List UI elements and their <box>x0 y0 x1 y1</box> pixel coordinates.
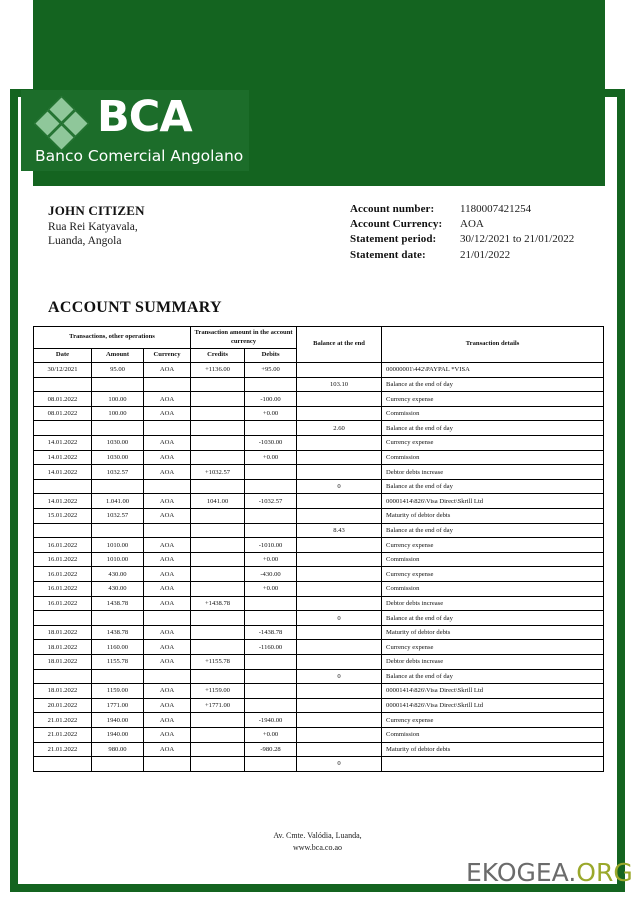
cell-debits: +0.00 <box>245 582 297 597</box>
cell-amount: 1.041.00 <box>92 494 144 509</box>
cell-currency: AOA <box>144 640 191 655</box>
cell-currency <box>144 669 191 684</box>
customer-info <box>48 203 145 249</box>
cell-balance <box>297 494 382 509</box>
table-row <box>34 363 604 378</box>
cell-details: 00000001\442\PAYPAL *VISA <box>382 363 604 378</box>
cell-amount: 430.00 <box>92 567 144 582</box>
cell-credits <box>191 625 245 640</box>
cell-amount: 100.00 <box>92 392 144 407</box>
cell-details <box>382 757 604 772</box>
logo-tagline: Banco Comercial Angolano <box>35 147 244 165</box>
cell-currency: AOA <box>144 742 191 757</box>
table-row <box>34 698 604 713</box>
cell-debits: +0.00 <box>245 406 297 421</box>
table-row <box>34 406 604 421</box>
table-row <box>34 640 604 655</box>
table-row <box>34 713 604 728</box>
cell-balance <box>297 727 382 742</box>
cell-debits: +0.00 <box>245 450 297 465</box>
cell-date: 18.01.2022 <box>34 684 92 699</box>
cell-credits <box>191 436 245 451</box>
cell-debits <box>245 654 297 669</box>
cell-details: Commission <box>382 552 604 567</box>
cell-date <box>34 523 92 538</box>
table-row <box>34 596 604 611</box>
statement-period-row <box>350 232 574 247</box>
table-row <box>34 654 604 669</box>
cell-credits: +1771.00 <box>191 698 245 713</box>
header-balance-at-end: Balance at the end <box>297 327 382 363</box>
cell-details: Balance at the end of day <box>382 421 604 436</box>
cell-balance <box>297 582 382 597</box>
account-number-value: 1180007421254 <box>460 203 532 215</box>
cell-debits: +0.00 <box>245 727 297 742</box>
cell-details: Currency expense <box>382 640 604 655</box>
cell-date: 21.01.2022 <box>34 742 92 757</box>
bca-diamond-logo-icon <box>33 99 91 147</box>
cell-credits <box>191 713 245 728</box>
cell-amount: 1032.57 <box>92 465 144 480</box>
cell-details: 00001414\826\Visa Direct\Skrill Ltd <box>382 494 604 509</box>
cell-balance: 2.60 <box>297 421 382 436</box>
cell-date: 16.01.2022 <box>34 552 92 567</box>
cell-credits <box>191 640 245 655</box>
cell-details: Balance at the end of day <box>382 523 604 538</box>
cell-currency: AOA <box>144 363 191 378</box>
cell-date: 14.01.2022 <box>34 450 92 465</box>
header-transactions-group: Transactions, other operations <box>34 327 191 349</box>
cell-balance: 0 <box>297 479 382 494</box>
cell-currency: AOA <box>144 436 191 451</box>
cell-balance <box>297 538 382 553</box>
cell-balance <box>297 450 382 465</box>
cell-date: 15.01.2022 <box>34 509 92 524</box>
table-row <box>34 421 604 436</box>
cell-credits <box>191 567 245 582</box>
cell-date <box>34 757 92 772</box>
cell-debits <box>245 684 297 699</box>
cell-currency: AOA <box>144 654 191 669</box>
cell-details: Currency expense <box>382 713 604 728</box>
cell-date <box>34 377 92 392</box>
cell-date: 20.01.2022 <box>34 698 92 713</box>
footer <box>0 830 635 853</box>
table-row <box>34 538 604 553</box>
cell-amount: 1160.00 <box>92 640 144 655</box>
page-title: ACCOUNT SUMMARY <box>48 299 222 316</box>
watermark-name: EKOGEA. <box>466 858 577 887</box>
cell-date: 14.01.2022 <box>34 436 92 451</box>
cell-balance: 8.43 <box>297 523 382 538</box>
cell-details: Commission <box>382 406 604 421</box>
cell-balance <box>297 392 382 407</box>
cell-details: Balance at the end of day <box>382 669 604 684</box>
cell-currency: AOA <box>144 567 191 582</box>
cell-debits <box>245 523 297 538</box>
cell-date: 18.01.2022 <box>34 640 92 655</box>
cell-amount <box>92 757 144 772</box>
cell-balance <box>297 363 382 378</box>
cell-details: Commission <box>382 450 604 465</box>
table-row <box>34 625 604 640</box>
cell-date: 14.01.2022 <box>34 494 92 509</box>
cell-debits: -1160.00 <box>245 640 297 655</box>
cell-balance <box>297 625 382 640</box>
cell-credits: +1032.57 <box>191 465 245 480</box>
cell-debits <box>245 669 297 684</box>
cell-details: Currency expense <box>382 538 604 553</box>
cell-credits: 1041.00 <box>191 494 245 509</box>
table-row <box>34 479 604 494</box>
cell-details: 00001414\826\Visa Direct\Skrill Ltd <box>382 684 604 699</box>
cell-credits <box>191 392 245 407</box>
cell-amount: 1159.00 <box>92 684 144 699</box>
cell-amount: 1030.00 <box>92 436 144 451</box>
cell-date: 14.01.2022 <box>34 465 92 480</box>
statement-period-label: Statement period: <box>350 233 437 246</box>
cell-currency: AOA <box>144 727 191 742</box>
cell-currency <box>144 757 191 772</box>
account-currency-value: AOA <box>460 218 484 231</box>
table-row <box>34 611 604 626</box>
table-row <box>34 509 604 524</box>
cell-debits <box>245 465 297 480</box>
cell-balance: 103.10 <box>297 377 382 392</box>
table-row <box>34 436 604 451</box>
cell-date <box>34 669 92 684</box>
cell-amount <box>92 377 144 392</box>
cell-date: 16.01.2022 <box>34 582 92 597</box>
cell-balance <box>297 654 382 669</box>
account-info <box>350 202 574 263</box>
cell-credits <box>191 582 245 597</box>
footer-website: www.bca.co.ao <box>292 842 342 852</box>
cell-balance <box>297 596 382 611</box>
table-row <box>34 669 604 684</box>
cell-date: 21.01.2022 <box>34 727 92 742</box>
cell-credits <box>191 538 245 553</box>
cell-credits <box>191 377 245 392</box>
logo-wordmark: BCA <box>97 92 192 142</box>
customer-name: JOHN CITIZEN <box>48 203 145 218</box>
cell-amount: 1771.00 <box>92 698 144 713</box>
cell-credits <box>191 509 245 524</box>
watermark-tld: ORG <box>576 858 633 887</box>
cell-debits: -1010.00 <box>245 538 297 553</box>
cell-debits: -1030.00 <box>245 436 297 451</box>
cell-credits <box>191 523 245 538</box>
cell-amount <box>92 421 144 436</box>
account-summary-table <box>33 326 604 772</box>
table-row <box>34 465 604 480</box>
bank-logo <box>21 90 249 171</box>
cell-debits <box>245 421 297 436</box>
cell-amount: 95.00 <box>92 363 144 378</box>
cell-amount: 1030.00 <box>92 450 144 465</box>
cell-details: Maturity of debtor debts <box>382 742 604 757</box>
header-date: Date <box>34 349 92 363</box>
header-amount: Amount <box>92 349 144 363</box>
cell-debits: -1438.78 <box>245 625 297 640</box>
cell-details: Balance at the end of day <box>382 479 604 494</box>
cell-amount <box>92 669 144 684</box>
table-row <box>34 742 604 757</box>
table-body <box>34 363 604 772</box>
cell-date: 30/12/2021 <box>34 363 92 378</box>
cell-details: Currency expense <box>382 436 604 451</box>
cell-details: Currency expense <box>382 567 604 582</box>
cell-balance <box>297 509 382 524</box>
cell-credits <box>191 450 245 465</box>
header-currency: Currency <box>144 349 191 363</box>
cell-amount: 1010.00 <box>92 538 144 553</box>
cell-balance <box>297 406 382 421</box>
cell-credits <box>191 406 245 421</box>
cell-amount: 100.00 <box>92 406 144 421</box>
cell-date: 18.01.2022 <box>34 625 92 640</box>
cell-amount: 1940.00 <box>92 713 144 728</box>
cell-balance: 0 <box>297 669 382 684</box>
cell-debits: -100.00 <box>245 392 297 407</box>
cell-currency: AOA <box>144 684 191 699</box>
cell-date: 21.01.2022 <box>34 713 92 728</box>
table-row <box>34 684 604 699</box>
cell-amount <box>92 611 144 626</box>
cell-debits: -1032.57 <box>245 494 297 509</box>
account-number-label: Account number: <box>350 203 435 215</box>
cell-debits: -980.28 <box>245 742 297 757</box>
cell-balance <box>297 640 382 655</box>
cell-credits <box>191 552 245 567</box>
statement-date-value: 21/01/2022 <box>460 248 511 261</box>
cell-balance: 0 <box>297 611 382 626</box>
cell-balance <box>297 742 382 757</box>
cell-details: Debtor debts increase <box>382 596 604 611</box>
cell-date: 16.01.2022 <box>34 596 92 611</box>
cell-balance <box>297 552 382 567</box>
customer-address-line-2: Luanda, Angola <box>48 235 122 248</box>
cell-amount: 1940.00 <box>92 727 144 742</box>
cell-date: 16.01.2022 <box>34 567 92 582</box>
cell-currency: AOA <box>144 494 191 509</box>
cell-debits: +95.00 <box>245 363 297 378</box>
table-row <box>34 377 604 392</box>
cell-currency <box>144 421 191 436</box>
cell-date: 16.01.2022 <box>34 538 92 553</box>
account-number-row <box>350 202 574 217</box>
footer-address: Av. Cmte. Valódia, Luanda, <box>273 831 362 840</box>
cell-currency: AOA <box>144 538 191 553</box>
cell-credits <box>191 757 245 772</box>
cell-details: 00001414\826\Visa Direct\Skrill Ltd <box>382 698 604 713</box>
header-credits: Credits <box>191 349 245 363</box>
table-row <box>34 727 604 742</box>
cell-amount <box>92 479 144 494</box>
cell-amount: 1438.78 <box>92 596 144 611</box>
cell-balance: 0 <box>297 757 382 772</box>
cell-balance <box>297 465 382 480</box>
watermark <box>466 858 633 887</box>
cell-credits <box>191 742 245 757</box>
cell-debits <box>245 698 297 713</box>
cell-debits <box>245 611 297 626</box>
table-row <box>34 567 604 582</box>
cell-credits: +1155.78 <box>191 654 245 669</box>
cell-amount: 1155.78 <box>92 654 144 669</box>
cell-details: Commission <box>382 727 604 742</box>
cell-amount: 980.00 <box>92 742 144 757</box>
cell-debits: -1940.00 <box>245 713 297 728</box>
cell-debits <box>245 479 297 494</box>
cell-currency <box>144 479 191 494</box>
statement-date-row <box>350 248 574 263</box>
cell-amount: 1032.57 <box>92 509 144 524</box>
header-amount-in-currency-group: Transaction amount in the account currency <box>191 327 297 349</box>
table-row <box>34 552 604 567</box>
cell-amount: 1010.00 <box>92 552 144 567</box>
cell-balance <box>297 698 382 713</box>
cell-currency: AOA <box>144 596 191 611</box>
cell-credits <box>191 727 245 742</box>
account-currency-row <box>350 217 574 232</box>
cell-date <box>34 421 92 436</box>
cell-currency: AOA <box>144 582 191 597</box>
cell-currency: AOA <box>144 698 191 713</box>
cell-currency: AOA <box>144 465 191 480</box>
cell-currency: AOA <box>144 713 191 728</box>
cell-currency: AOA <box>144 625 191 640</box>
cell-debits: +0.00 <box>245 552 297 567</box>
cell-date <box>34 479 92 494</box>
cell-credits <box>191 421 245 436</box>
cell-credits: +1438.78 <box>191 596 245 611</box>
cell-date: 08.01.2022 <box>34 406 92 421</box>
cell-amount <box>92 523 144 538</box>
cell-debits <box>245 596 297 611</box>
cell-credits: +1136.00 <box>191 363 245 378</box>
cell-amount: 1438.78 <box>92 625 144 640</box>
cell-date: 18.01.2022 <box>34 654 92 669</box>
table-header-group-row <box>34 327 604 349</box>
table-row <box>34 757 604 772</box>
cell-balance <box>297 713 382 728</box>
cell-details: Maturity of debtor debts <box>382 509 604 524</box>
cell-amount: 430.00 <box>92 582 144 597</box>
cell-details: Maturity of debtor debts <box>382 625 604 640</box>
table-row <box>34 450 604 465</box>
table-row <box>34 582 604 597</box>
cell-credits: +1159.00 <box>191 684 245 699</box>
statement-period-value: 30/12/2021 to 21/01/2022 <box>460 233 575 246</box>
cell-currency: AOA <box>144 392 191 407</box>
cell-details: Balance at the end of day <box>382 611 604 626</box>
cell-currency <box>144 377 191 392</box>
cell-currency: AOA <box>144 406 191 421</box>
cell-debits <box>245 757 297 772</box>
table-row <box>34 523 604 538</box>
cell-currency <box>144 611 191 626</box>
cell-credits <box>191 669 245 684</box>
cell-details: Commission <box>382 582 604 597</box>
cell-currency <box>144 523 191 538</box>
header-debits: Debits <box>245 349 297 363</box>
cell-balance <box>297 684 382 699</box>
cell-debits: -430.00 <box>245 567 297 582</box>
cell-balance <box>297 567 382 582</box>
cell-details: Debtor debts increase <box>382 465 604 480</box>
cell-debits <box>245 509 297 524</box>
cell-currency: AOA <box>144 450 191 465</box>
cell-date <box>34 611 92 626</box>
header-transaction-details: Transaction details <box>382 327 604 363</box>
table-row <box>34 392 604 407</box>
cell-details: Balance at the end of day <box>382 377 604 392</box>
cell-date: 08.01.2022 <box>34 392 92 407</box>
cell-currency: AOA <box>144 509 191 524</box>
cell-details: Currency expense <box>382 392 604 407</box>
cell-credits <box>191 611 245 626</box>
table-row <box>34 494 604 509</box>
cell-debits <box>245 377 297 392</box>
statement-date-label: Statement date: <box>350 248 426 261</box>
cell-credits <box>191 479 245 494</box>
cell-balance <box>297 436 382 451</box>
customer-address-line-1: Rua Rei Katyavala, <box>48 221 138 233</box>
cell-details: Debtor debts increase <box>382 654 604 669</box>
cell-currency: AOA <box>144 552 191 567</box>
account-currency-label: Account Currency: <box>350 218 443 231</box>
